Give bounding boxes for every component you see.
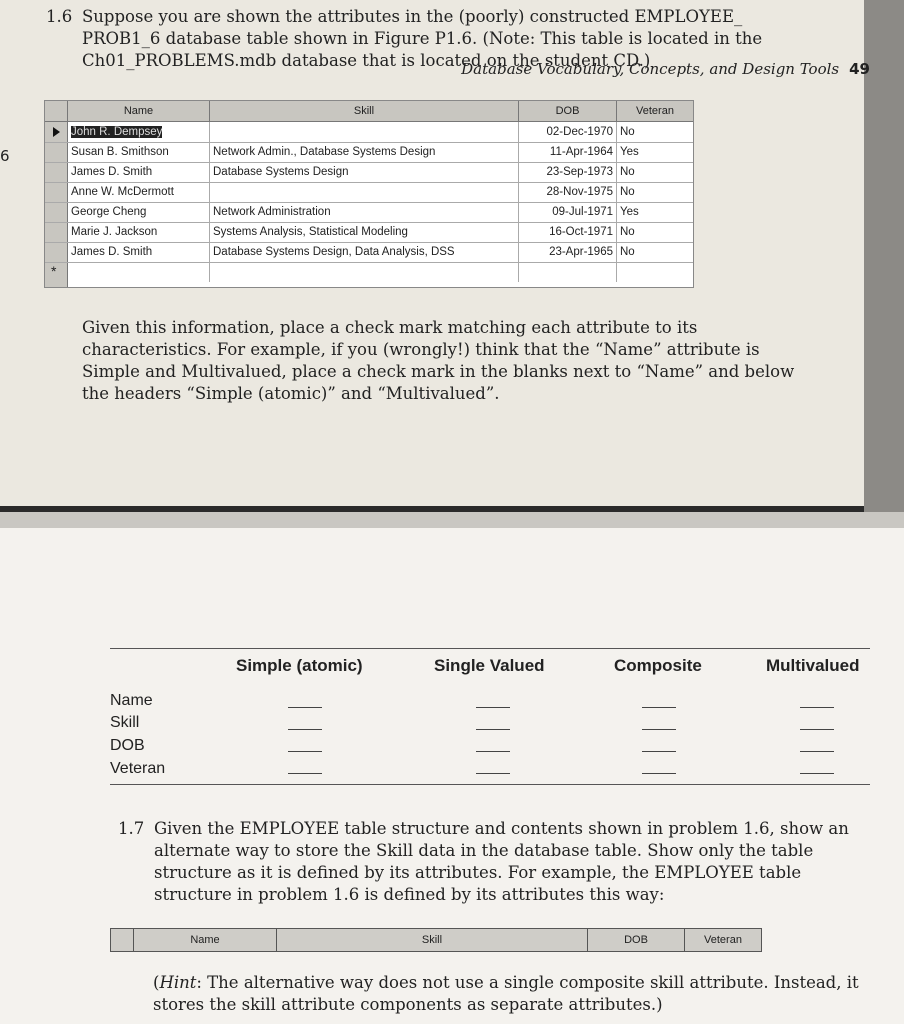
cell-name[interactable]: James D. Smith <box>68 162 210 182</box>
cell-name[interactable] <box>68 262 210 282</box>
cell-name[interactable]: John R. Dempsey <box>68 122 210 142</box>
blank[interactable] <box>642 773 676 774</box>
attribute-dob: DOB <box>110 737 145 754</box>
blank[interactable] <box>642 751 676 752</box>
attribute-veteran: Veteran <box>110 760 166 777</box>
problem-number: 1.6 <box>46 7 73 26</box>
structure-dob: DOB <box>588 929 685 951</box>
corner-cell <box>45 101 68 121</box>
selector-cell <box>111 929 134 951</box>
cell-dob[interactable]: 16-Oct-1971 <box>519 222 617 242</box>
table-row[interactable] <box>45 242 693 263</box>
cell-name[interactable]: George Cheng <box>68 202 210 222</box>
blank[interactable] <box>288 751 322 752</box>
instructions-text: Given this information, place a check mark matching each attribute to its characteristics. For example, if you (wrongly!) think that the “Name” attribute is Simple and Multivalued, place a check mark in the blanks next to “Name” and below the headers “Simple (atomic)” and “Multivalued”. <box>82 318 795 403</box>
cell-veteran[interactable]: No <box>620 246 635 258</box>
page-shadow <box>864 0 904 512</box>
blank[interactable] <box>642 729 676 730</box>
column-simple: Simple (atomic) <box>236 656 363 675</box>
header-dob[interactable]: DOB <box>519 101 617 121</box>
cell-skill[interactable] <box>210 122 519 142</box>
structure-name: Name <box>134 929 277 951</box>
blank[interactable] <box>288 707 322 708</box>
structure-skill: Skill <box>277 929 588 951</box>
cell-dob[interactable]: 23-Sep-1973 <box>519 162 617 182</box>
blank[interactable] <box>642 707 676 708</box>
cell-dob[interactable]: 11-Apr-1964 <box>519 142 617 162</box>
header-skill[interactable]: Skill <box>210 101 519 121</box>
blank[interactable] <box>476 729 510 730</box>
page-number: 49 <box>849 60 870 78</box>
cell-skill[interactable]: Network Admin., Database Systems Design <box>210 142 519 162</box>
hint-text: (Hint: The alternative way does not use a single composite skill attribute. Instead, it stores the skill attribute components as separate attributes.) <box>153 973 859 1014</box>
blank[interactable] <box>800 751 834 752</box>
problem-text: Suppose you are shown the attributes in the (poorly) constructed EMPLOYEE_ PROB1_6 database table shown in Figure P1.6. (Note: This table is located in the Ch01_PROBLEMS.mdb database that is located on the student CD.) <box>82 7 763 70</box>
cell-veteran[interactable]: No <box>620 166 635 178</box>
problem-number: 1.7 <box>118 819 145 838</box>
blank[interactable] <box>476 773 510 774</box>
cell-skill[interactable] <box>210 182 519 202</box>
blank[interactable] <box>800 773 834 774</box>
cell-dob[interactable]: 02-Dec-1970 <box>519 122 617 142</box>
cell-name[interactable]: Anne W. McDermott <box>68 182 210 202</box>
cell-skill[interactable]: Systems Analysis, Statistical Modeling <box>210 222 519 242</box>
cell-skill[interactable]: Network Administration <box>210 202 519 222</box>
cell-dob[interactable]: 09-Jul-1971 <box>519 202 617 222</box>
table-row[interactable] <box>45 182 693 203</box>
page-gap <box>0 512 904 528</box>
column-multivalued: Multivalued <box>766 656 860 675</box>
column-single-valued: Single Valued <box>434 656 545 675</box>
attribute-name: Name <box>110 692 153 709</box>
blank[interactable] <box>288 773 322 774</box>
structure-veteran: Veteran <box>685 929 761 951</box>
table-row[interactable] <box>45 122 693 143</box>
cell-dob[interactable]: 28-Nov-1975 <box>519 182 617 202</box>
table-row[interactable] <box>45 202 693 223</box>
cell-name[interactable]: Susan B. Smithson <box>68 142 210 162</box>
table-row[interactable] <box>45 142 693 163</box>
blank[interactable] <box>800 729 834 730</box>
new-record-icon: * <box>51 263 57 279</box>
blank[interactable] <box>476 707 510 708</box>
header-veteran[interactable]: Veteran <box>636 105 674 117</box>
employee-datasheet <box>44 100 694 288</box>
cell-veteran[interactable]: No <box>620 226 635 238</box>
datasheet-header <box>45 101 693 122</box>
column-composite: Composite <box>614 656 702 675</box>
cell-veteran[interactable]: Yes <box>620 206 639 218</box>
hint-label: Hint <box>159 973 197 992</box>
table-bottom-rule <box>110 784 870 785</box>
cell-veteran[interactable]: Yes <box>620 146 639 158</box>
blank[interactable] <box>288 729 322 730</box>
table-row[interactable] <box>45 222 693 243</box>
problem-text: Given the EMPLOYEE table structure and contents shown in problem 1.6, show an alternate way to store the Skill data in the database table. Show only the table structure as it is defined by its attributes. For example, the EMPLOYEE table structure in problem 1.6 is defined by its attributes this way: <box>154 819 849 904</box>
blank[interactable] <box>476 751 510 752</box>
cell-skill[interactable] <box>210 262 519 282</box>
cell-name[interactable]: Marie J. Jackson <box>68 222 210 242</box>
cell-dob[interactable] <box>519 262 617 282</box>
table-top-rule <box>110 648 870 649</box>
current-record-icon <box>53 127 60 137</box>
new-record-row[interactable] <box>45 262 693 282</box>
cell-skill[interactable]: Database Systems Design, Data Analysis, DSS <box>210 242 519 262</box>
margin-number: 6 <box>0 147 10 165</box>
blank[interactable] <box>800 707 834 708</box>
cell-name[interactable]: James D. Smith <box>68 242 210 262</box>
cell-veteran[interactable]: No <box>620 126 635 138</box>
problem-1-7 <box>118 818 878 906</box>
cell-skill[interactable]: Database Systems Design <box>210 162 519 182</box>
table-structure <box>110 928 762 952</box>
running-head: Database Vocabulary, Concepts, and Design Tools 49 <box>461 60 870 78</box>
table-row[interactable] <box>45 162 693 183</box>
attribute-skill: Skill <box>110 714 140 731</box>
cell-veteran[interactable]: No <box>620 186 635 198</box>
header-name[interactable]: Name <box>68 101 210 121</box>
cell-dob[interactable]: 23-Apr-1965 <box>519 242 617 262</box>
